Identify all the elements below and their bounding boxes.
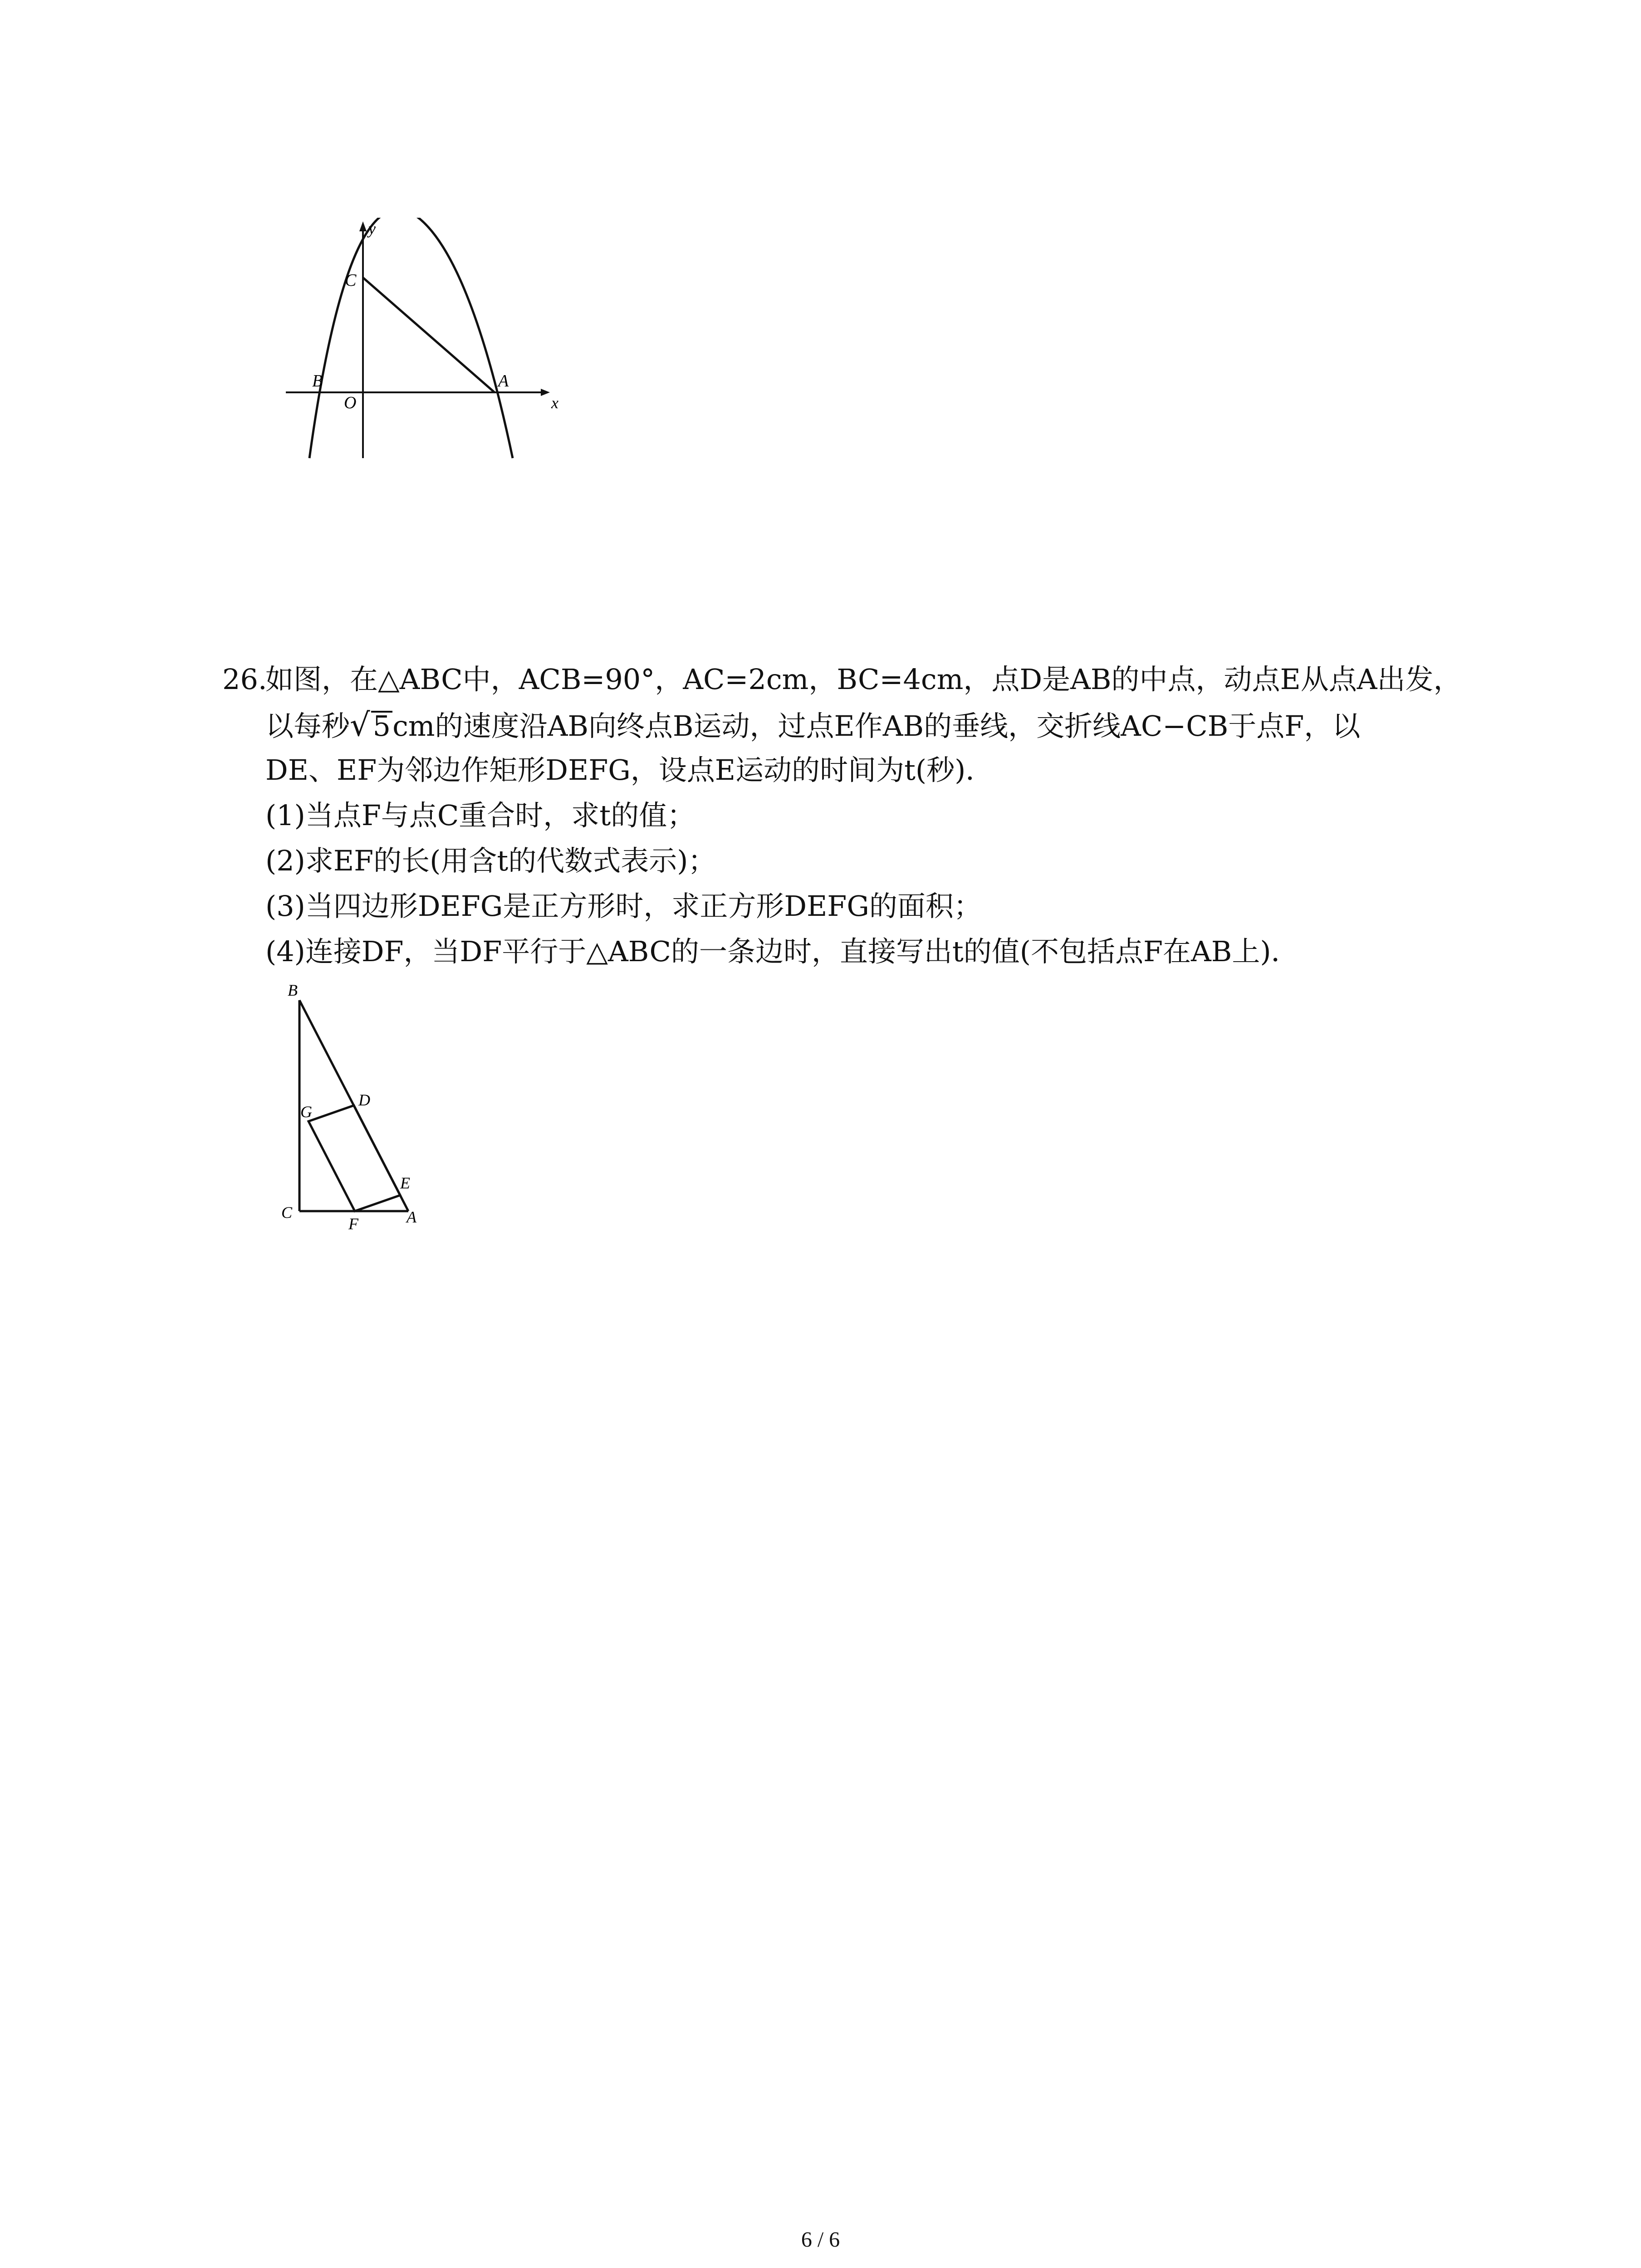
point-label-o: O bbox=[344, 393, 357, 412]
point-label-g: G bbox=[300, 1103, 312, 1121]
problem-line-3: DE、EF为邻边作矩形DEFG，设点E运动的时间为t(秒)． bbox=[265, 753, 994, 787]
triangle-rectangle-figure bbox=[272, 982, 436, 1236]
point-label-b: B bbox=[288, 982, 298, 999]
parabola-figure bbox=[272, 218, 572, 472]
sqrt-radicand: 5 bbox=[371, 711, 392, 740]
point-label-b: B bbox=[312, 371, 323, 391]
point-label-a: A bbox=[498, 371, 509, 391]
point-label-e: E bbox=[400, 1174, 410, 1192]
problem-number: 26. bbox=[222, 663, 267, 696]
question-2: (2)求EF的长(用含t的代数式表示)； bbox=[265, 844, 716, 877]
point-label-c: C bbox=[281, 1203, 293, 1222]
problem-26 bbox=[222, 665, 1474, 982]
problem-stem-line-2-prefix: 以每秒 bbox=[265, 709, 350, 743]
question-4: (4)连接DF，当DF平行于△ABC的一条边时，直接写出t的值(不包括点F在AB上)． bbox=[265, 935, 1299, 968]
problem-stem-line-2-suffix: cm的速度沿AB向终点B运动，过点E作AB的垂线，交折线AC−CB于点F，以 bbox=[392, 709, 1361, 743]
axis-label-x: x bbox=[551, 394, 558, 412]
question-1: (1)当点F与点C重合时，求t的值； bbox=[265, 799, 696, 832]
problem-line-1 bbox=[222, 665, 1474, 694]
axis-label-y: y bbox=[368, 220, 376, 238]
problem-line-2 bbox=[222, 706, 1474, 743]
page-number: 6 / 6 bbox=[801, 2228, 840, 2252]
point-label-a: A bbox=[407, 1208, 416, 1226]
point-label-d: D bbox=[358, 1091, 370, 1109]
point-label-c: C bbox=[345, 271, 357, 290]
question-3: (3)当四边形DEFG是正方形时，求正方形DEFG的面积； bbox=[265, 890, 982, 923]
point-label-f: F bbox=[348, 1215, 358, 1233]
sqrt-symbol: √ bbox=[350, 706, 370, 743]
problem-stem-line-1: 如图，在△ABC中，ACB=90°，AC=2cm，BC=4cm，点D是AB的中点，动点E从点A出发， bbox=[265, 663, 1462, 696]
